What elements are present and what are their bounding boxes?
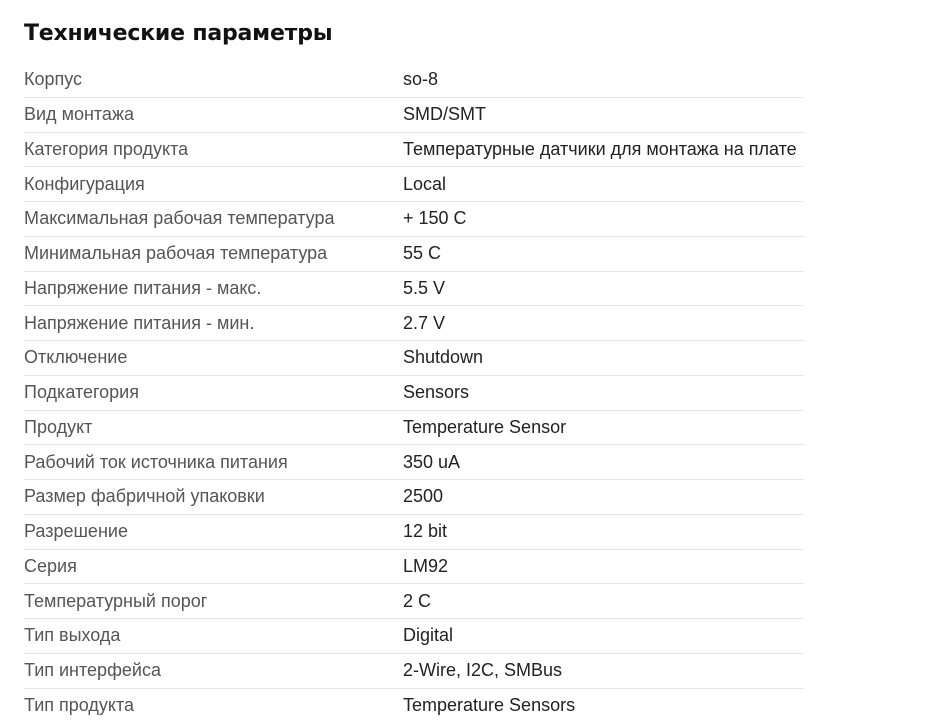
section-title: Технические параметры [24, 21, 333, 46]
spec-row [24, 133, 804, 168]
spec-label: Разрешение [24, 521, 128, 542]
spec-label: Корпус [24, 69, 83, 90]
spec-row [24, 272, 804, 307]
spec-row [24, 202, 804, 237]
spec-value: SMD/SMT [403, 104, 486, 125]
spec-value: + 150 C [403, 208, 467, 229]
spec-row [24, 689, 804, 724]
spec-value: 55 C [403, 243, 442, 264]
spec-row [24, 445, 804, 480]
specifications-section [24, 0, 804, 723]
spec-label: Подкатегория [24, 382, 139, 403]
spec-label: Температурный порог [24, 590, 208, 611]
spec-value: 2.7 V [403, 312, 446, 333]
spec-row [24, 515, 804, 550]
spec-label: Размер фабричной упаковки [24, 486, 265, 507]
spec-row [24, 167, 804, 202]
spec-value: LM92 [403, 555, 449, 576]
spec-row [24, 306, 804, 341]
spec-label: Тип выхода [24, 625, 121, 646]
spec-row [24, 654, 804, 689]
spec-value: 5.5 V [403, 277, 446, 298]
spec-value: Temperature Sensors [403, 695, 576, 716]
spec-value: Digital [403, 625, 454, 646]
spec-row [24, 341, 804, 376]
spec-row [24, 411, 804, 446]
spec-label: Напряжение питания - мин. [24, 312, 255, 333]
spec-label: Тип продукта [24, 695, 135, 716]
spec-label: Вид монтажа [24, 104, 134, 125]
spec-label: Рабочий ток источника питания [24, 451, 288, 472]
spec-value: Shutdown [403, 347, 484, 368]
spec-row [24, 550, 804, 585]
spec-label: Продукт [24, 416, 93, 437]
spec-label: Тип интерфейса [24, 660, 161, 681]
spec-label: Напряжение питания - макс. [24, 277, 262, 298]
spec-label: Отключение [24, 347, 128, 368]
spec-value: 2500 [403, 486, 444, 507]
spec-row [24, 237, 804, 272]
spec-value: Sensors [403, 382, 470, 403]
spec-row [24, 480, 804, 515]
spec-value: Temperature Sensor [403, 416, 567, 437]
spec-value: 350 uA [403, 451, 461, 472]
spec-row [24, 376, 804, 411]
spec-label: Серия [24, 555, 77, 576]
spec-row [24, 98, 804, 133]
spec-label: Конфигурация [24, 173, 145, 194]
spec-row [24, 63, 804, 98]
spec-row [24, 619, 804, 654]
spec-value: so-8 [403, 69, 439, 90]
spec-value: 2 C [403, 590, 432, 611]
spec-label: Минимальная рабочая температура [24, 243, 328, 264]
spec-value: 2-Wire, I2C, SMBus [403, 660, 563, 681]
spec-label: Категория продукта [24, 138, 189, 159]
specifications-table [24, 63, 804, 723]
spec-label: Максимальная рабочая температура [24, 208, 335, 229]
spec-row [24, 584, 804, 619]
spec-value: Температурные датчики для монтажа на плате [403, 138, 797, 159]
spec-value: Local [403, 173, 447, 194]
spec-value: 12 bit [403, 521, 448, 542]
